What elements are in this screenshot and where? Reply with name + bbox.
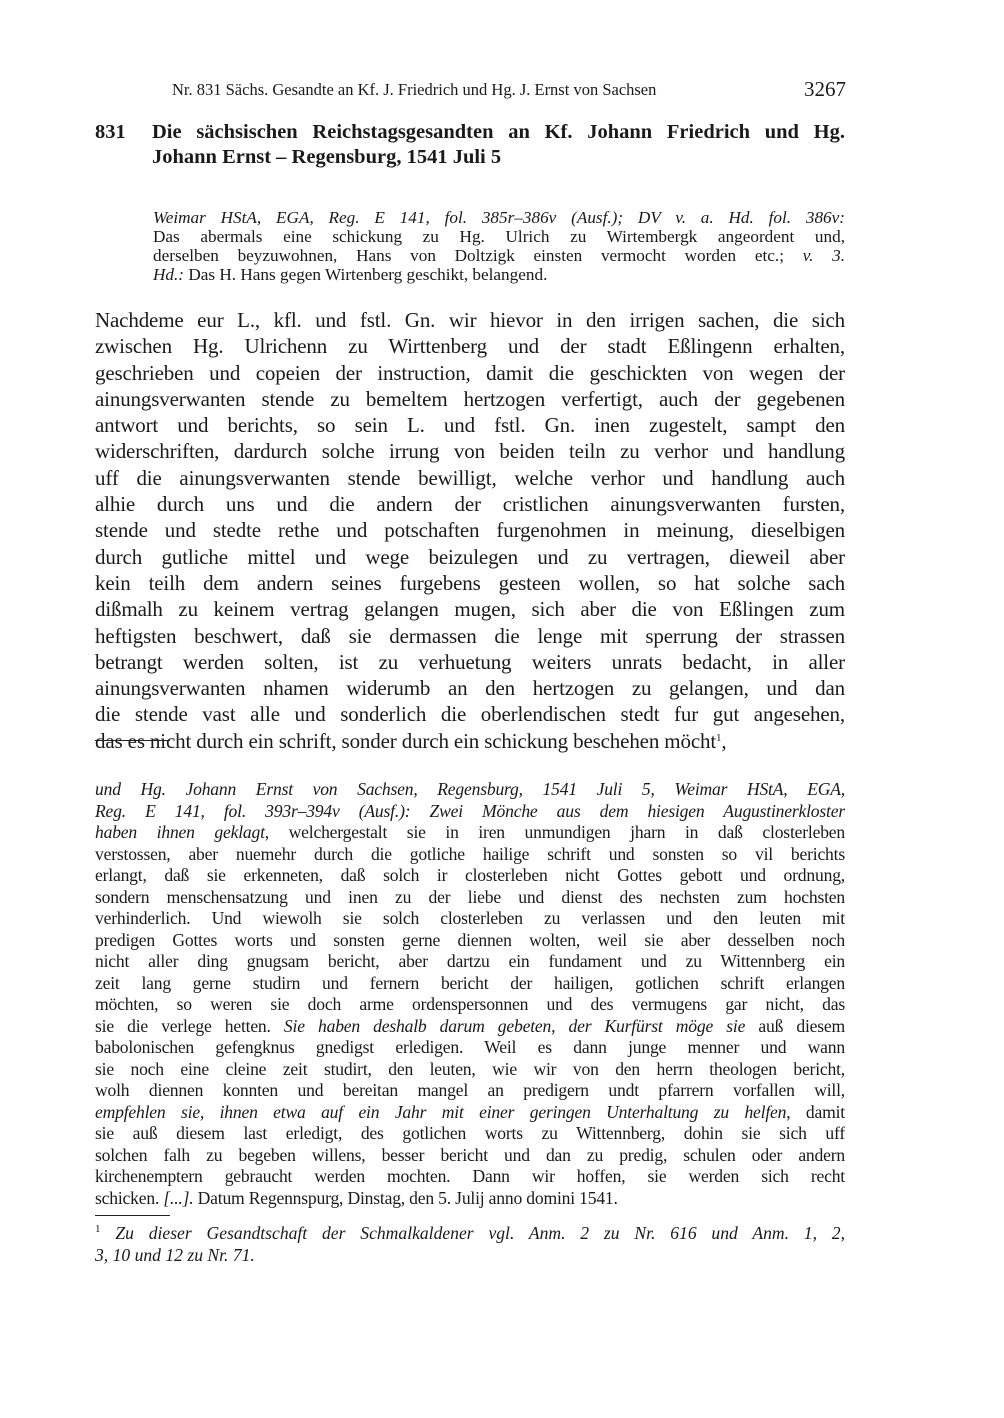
text-line [95, 908, 845, 930]
text-segment: Nachdeme eur L., kfl. und fstl. Gn. wir hievor in den irrigen sachen, die sich [95, 308, 845, 332]
text-line [153, 208, 845, 227]
text-segment: Weimar HStA, EGA, Reg. E 141, fol. 385r–386v (Ausf.); DV v. a. Hd. fol. 386v: [153, 208, 845, 227]
text-segment: durch gutliche mittel und wege beizulegen und zu vertragen, dieweil aber [95, 544, 845, 569]
text-line [95, 1166, 845, 1188]
text-segment: die stende vast alle und sonderlich die oberlendischen stedt fur gut angesehen, [95, 702, 845, 727]
text-line [95, 973, 845, 995]
text-line [95, 728, 845, 754]
running-header [172, 77, 846, 101]
text-segment: Das H. Hans gegen Wirtenberg geschikt, belangend. [184, 265, 548, 284]
text-segment: das es nicht durch ein schrift, sonder durch ein schickung beschehen möcht [95, 728, 717, 753]
document-title-line: Die sächsischen Reichstagsgesandten an Kf. Johann Friedrich und Hg. [152, 121, 845, 143]
text-line [153, 227, 845, 246]
text-segment: Zu dieser Gesandtschaft der Schmalkaldener vgl. Anm. 2 zu Nr. 616 und Anm. 1, 2, [100, 1223, 845, 1243]
footnote-rule [95, 1215, 170, 1216]
text-segment: betrangt werden solten, ist zu verhuetung weiters unrats bedacht, in aller [95, 649, 845, 674]
text-segment: und Hg. Johann Ernst von Sachsen, Regensburg, 1541 Juli 5, Weimar HStA, EGA, [95, 779, 845, 799]
text-line [95, 596, 845, 622]
text-line [95, 517, 845, 543]
text-segment: kein teilh dem andern seines furgebens gesteen wollen, so hat solche sach [95, 570, 845, 595]
text-line [95, 675, 845, 701]
text-line [95, 701, 845, 727]
text-line [95, 438, 845, 464]
text-line [95, 1145, 845, 1167]
text-segment: , welchergestalt sie in iren unmundigen jharn in daß closterleben [264, 822, 845, 842]
text-line [95, 333, 845, 359]
text-line [95, 1188, 845, 1210]
text-line [95, 623, 845, 649]
text-segment: v. 3. [802, 246, 845, 265]
text-segment: Hd.: [153, 265, 185, 284]
text-segment: nicht aller ding gnugsam bericht, aber dartzu ein fundament und zu Wittennberg ein [95, 951, 845, 971]
text-segment: verhinderlich. Und wiewolh sie solch closterleben zu verlassen und den leuten mit [95, 908, 845, 928]
text-segment: zeit lang gerne studirn und fernern bericht der hailigen, gotlichen schrift erlangen [95, 972, 845, 993]
text-segment: Datum Regennspurg, Dinstag, den 5. Julij anno domini 1541. [193, 1187, 618, 1208]
footnote-marker: 1 [95, 1223, 101, 1235]
page-number: 3267 [804, 77, 846, 101]
text-line [95, 1222, 845, 1244]
main-text [95, 307, 845, 754]
text-segment: ainungsverwanten nhamen widerumb an den hertzogen zu gelangen, und dan [95, 676, 845, 701]
text-line [95, 1059, 845, 1081]
text-line [95, 1102, 845, 1124]
text-segment: verstossen, aber nuemehr durch die gotliche hailige schrift und sonsten so vil berichts [95, 843, 845, 864]
text-line [95, 822, 845, 844]
source-note [153, 208, 845, 284]
text-line [95, 865, 845, 887]
text-segment: haben ihnen geklagt [95, 822, 265, 842]
text-line [95, 801, 845, 823]
text-line [95, 1016, 845, 1038]
text-line [95, 649, 845, 675]
text-line [95, 570, 845, 596]
text-segment: Reg. E 141, fol. 393r–394v (Ausf.): Zwei Mönche aus dem hiesigen Augustinerkloster [95, 800, 845, 821]
text-segment: 3, 10 und 12 zu Nr. 71. [95, 1245, 255, 1265]
text-segment: , damit [786, 1101, 845, 1122]
text-segment: solchen falh zu begeben willens, besser bericht und dan zu predig, schulen oder andern [95, 1144, 845, 1165]
text-segment: sie die verlege hetten. [95, 1015, 284, 1036]
text-segment: uff die ainungsverwanten stende bewilligt, welche verhor und handlung auch [95, 465, 845, 490]
text-segment: kirchenemptern gebraucht werden mochten. Dann wir hoffen, sie werden sich recht [95, 1166, 845, 1186]
text-line [95, 779, 845, 801]
text-segment: alhie durch uns und die andern der cristlichen ainungsverwanten fursten, [95, 492, 845, 517]
text-segment: ainungsverwanten stende zu bemeltem hertzogen verfertigt, auch der gegebenen [95, 386, 845, 411]
text-segment: erlangt, daß sie erkenneten, daß solch ir closterleben nicht Gottes gebott und ordnung, [95, 865, 845, 885]
text-line [95, 412, 845, 438]
continued-note [95, 779, 845, 1209]
text-segment: widerschriften, dardurch solche irrung von beiden teiln zu verhor und handlung [95, 439, 845, 464]
text-segment: Sie haben deshalb darum gebeten, der Kurfürst möge sie [283, 1015, 746, 1036]
text-line [95, 930, 845, 952]
document-number: 831 [95, 121, 126, 143]
running-title: Nr. 831 Sächs. Gesandte an Kf. J. Friedrich und Hg. J. Ernst von Sachsen [172, 80, 657, 99]
text-line [153, 265, 845, 284]
text-segment: auß diesem [745, 1015, 845, 1036]
text-segment: zwischen Hg. Ulrichenn zu Wirttenberg und der stadt Eßlingenn erhalten, [95, 334, 845, 359]
text-segment: [...]. [163, 1187, 194, 1208]
footnotes [95, 1222, 845, 1266]
text-segment: sie auß diesem last erledigt, des gotlichen worts zu Wittennberg, dohin sie sich uff [95, 1123, 845, 1143]
text-line [95, 386, 845, 412]
text-segment: babolonischen gefengknus gnedigst erledigen. Weil es dann junge menner und wann [95, 1037, 845, 1057]
text-segment: schicken. [95, 1187, 164, 1208]
text-line [95, 360, 845, 386]
text-segment: predigen Gottes worts und sonsten gerne diennen wolten, weil sie aber desselben noch [95, 929, 845, 950]
text-line [95, 465, 845, 491]
text-segment: wolh diennen konnten und bereitan mangel an predigern undt pfarrern vorfallen will, [95, 1080, 845, 1100]
text-segment: sondern menschensatzung und inen zu der liebe und dienst des nechsten zum hochsten [95, 886, 845, 907]
text-line [95, 544, 845, 570]
text-segment: dißmalh zu keinem vertrag gelangen mugen, sich aber die von Eßlingen zum [95, 597, 845, 622]
text-segment: stende und stedte rethe und potschaften furgenohmen in meinung, dieselbigen [95, 518, 845, 543]
text-line [95, 844, 845, 866]
text-segment: geschrieben und copeien der instruction, damit die geschickten von wegen der [95, 360, 845, 385]
text-line [95, 1244, 845, 1266]
document-heading [95, 120, 845, 170]
text-line [95, 307, 845, 333]
text-segment: antwort und berichts, so sein L. und fstl. Gn. inen zugestelt, sampt den [95, 413, 845, 438]
text-segment: derselben beyzuwohnen, Hans von Doltzigk einsten vermocht worden etc.; [153, 246, 803, 265]
text-line [153, 246, 845, 265]
text-line [95, 491, 845, 517]
text-segment: möchten, so weren sie doch arme ordenspersonnen und des vermugens gar nicht, das [95, 994, 845, 1014]
text-segment: Das abermals eine schickung zu Hg. Ulrich zu Wirtembergk angeordent und, [153, 227, 845, 246]
footnote-marker: 1 [716, 731, 722, 744]
text-line [95, 1037, 845, 1059]
text-segment: sie noch eine cleine zeit studirt, den leuten, wie wir von den herrn theologen bericht, [95, 1058, 845, 1079]
text-segment: empfehlen sie, ihnen etwa auf ein Jahr mit einer geringen Unterhaltung zu helfen [95, 1101, 787, 1122]
document-title-line: Johann Ernst – Regensburg, 1541 Juli 5 [152, 146, 502, 168]
text-line [95, 1123, 845, 1145]
text-segment: heftigsten beschwert, daß sie dermassen die lenge mit sperrung der strassen [95, 623, 845, 648]
text-line [95, 951, 845, 973]
text-line [95, 887, 845, 909]
separator-rule [95, 740, 170, 741]
text-segment: , [721, 728, 727, 753]
text-line [95, 994, 845, 1016]
text-line [95, 1080, 845, 1102]
